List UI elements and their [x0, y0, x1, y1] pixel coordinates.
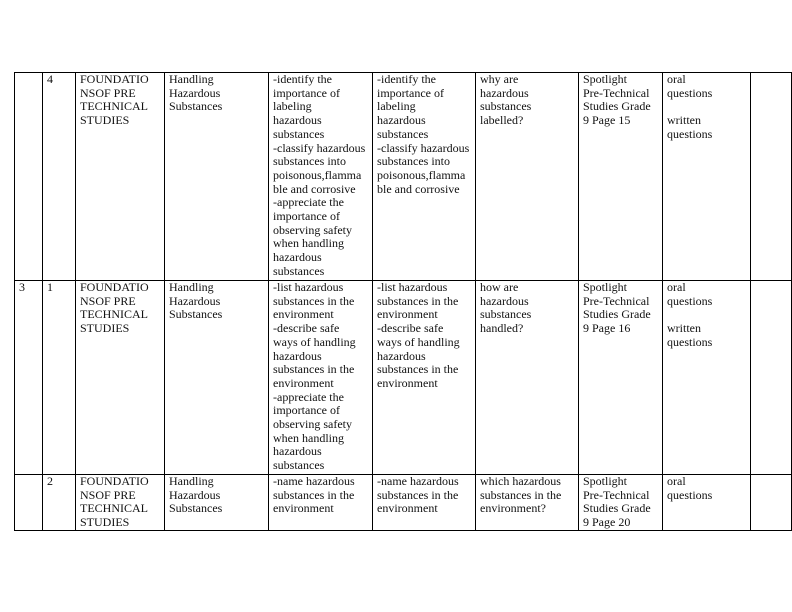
substrand-cell: Handling Hazardous Substances: [165, 475, 269, 531]
strand-cell: FOUNDATIO NSOF PRE TECHNICAL STUDIES: [76, 73, 165, 281]
week-cell: 3: [15, 281, 43, 475]
learning-experiences-cell: -name hazardous substances in the environment: [373, 475, 476, 531]
remarks-cell: [751, 73, 792, 281]
key-inquiry-question-cell: why are hazardous substances labelled?: [476, 73, 579, 281]
substrand-cell: Handling Hazardous Substances: [165, 73, 269, 281]
lesson-cell: 2: [43, 475, 76, 531]
remarks-cell: [751, 475, 792, 531]
learning-experiences-cell: -list hazardous substances in the environment -describe safe ways of handling hazardous substances in the environment: [373, 281, 476, 475]
week-cell: [15, 73, 43, 281]
substrand-cell: Handling Hazardous Substances: [165, 281, 269, 475]
assessment-cell: oral questions: [663, 475, 751, 531]
lesson-cell: 4: [43, 73, 76, 281]
assessment-cell: oral questions written questions: [663, 73, 751, 281]
assessment-cell: oral questions written questions: [663, 281, 751, 475]
resources-cell: Spotlight Pre-Technical Studies Grade 9 Page 20: [579, 475, 663, 531]
strand-cell: FOUNDATIO NSOF PRE TECHNICAL STUDIES: [76, 475, 165, 531]
scheme-of-work-table: [14, 72, 792, 531]
table-row: [15, 475, 792, 531]
strand-cell: FOUNDATIO NSOF PRE TECHNICAL STUDIES: [76, 281, 165, 475]
learning-outcomes-cell: -name hazardous substances in the environment: [269, 475, 373, 531]
table-row: [15, 73, 792, 281]
key-inquiry-question-cell: how are hazardous substances handled?: [476, 281, 579, 475]
lesson-cell: 1: [43, 281, 76, 475]
learning-outcomes-cell: -identify the importance of labeling hazardous substances -classify hazardous substances into poisonous,flamma ble and corrosive -appreciate the importance of observing safety when handling hazardous substances: [269, 73, 373, 281]
resources-cell: Spotlight Pre-Technical Studies Grade 9 Page 15: [579, 73, 663, 281]
remarks-cell: [751, 281, 792, 475]
learning-outcomes-cell: -list hazardous substances in the environment -describe safe ways of handling hazardous substances in the environment -appreciate the importance of observing safety when handling hazardous substances: [269, 281, 373, 475]
learning-experiences-cell: -identify the importance of labeling hazardous substances -classify hazardous substances into poisonous,flamma ble and corrosive: [373, 73, 476, 281]
week-cell: [15, 475, 43, 531]
table-row: [15, 281, 792, 475]
resources-cell: Spotlight Pre-Technical Studies Grade 9 Page 16: [579, 281, 663, 475]
key-inquiry-question-cell: which hazardous substances in the environment?: [476, 475, 579, 531]
